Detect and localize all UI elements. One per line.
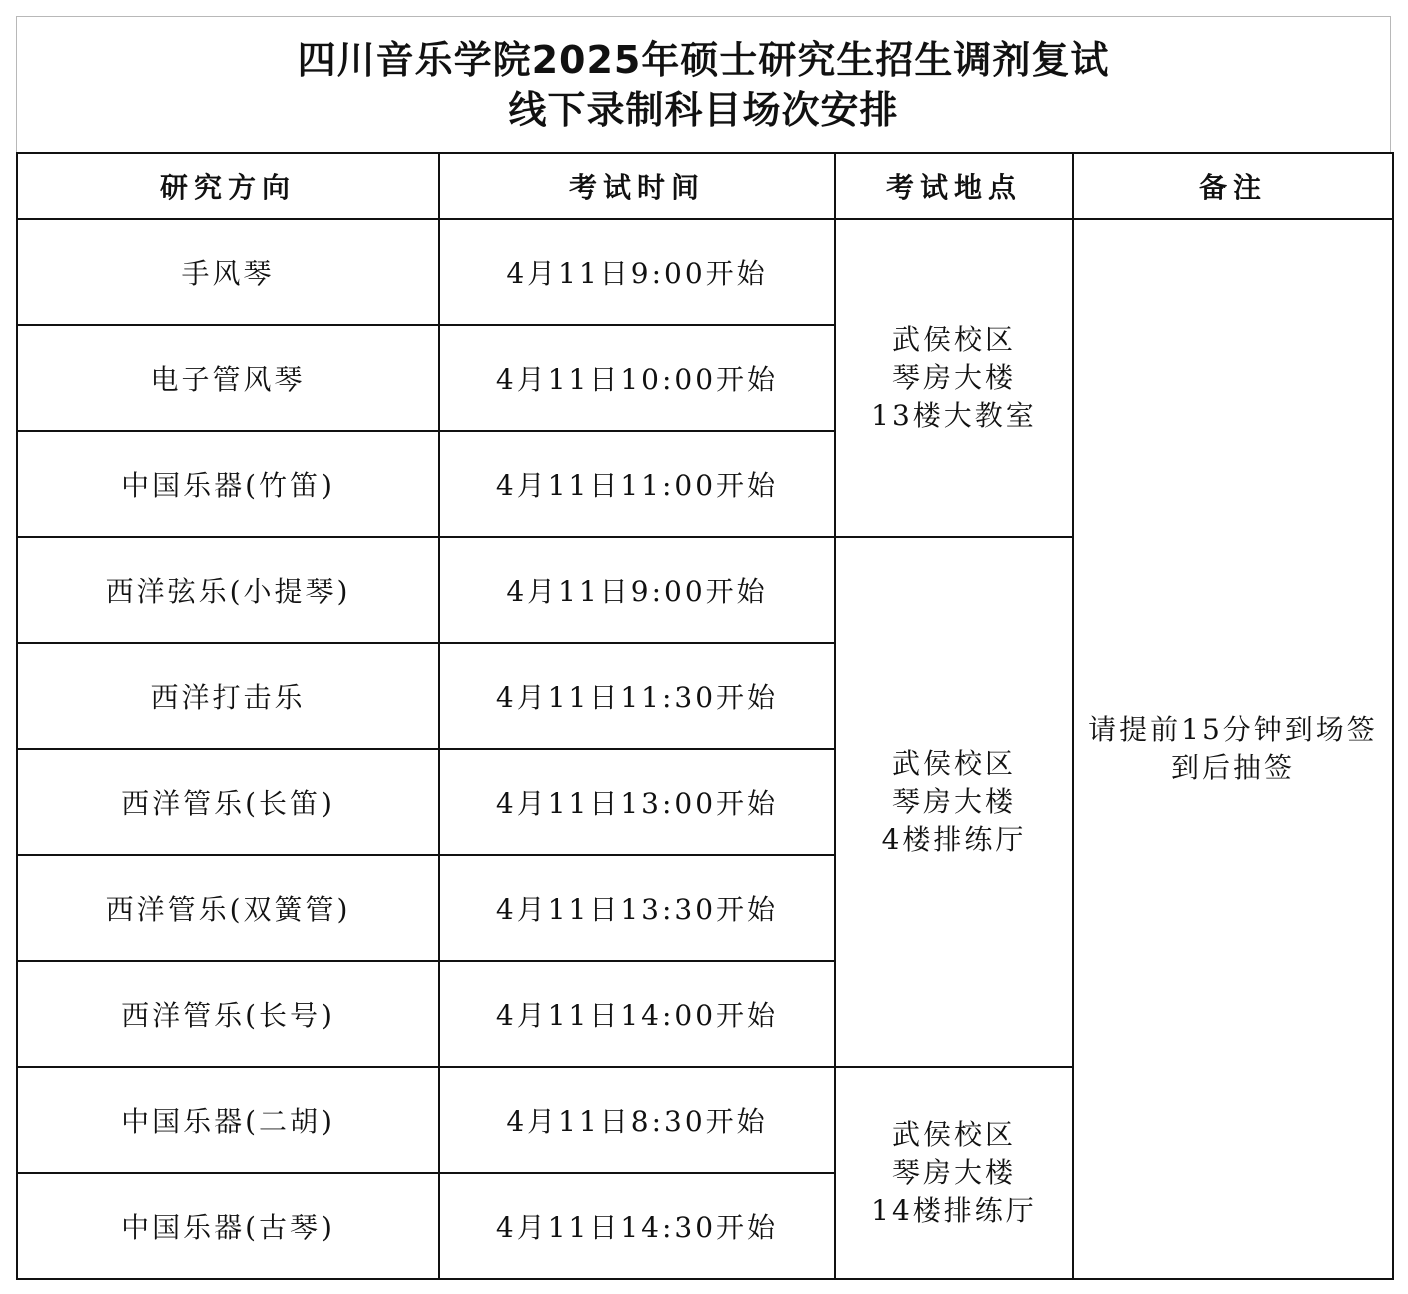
time-cell: 4月11日10:00开始 (439, 325, 835, 431)
schedule-table (16, 152, 1394, 1280)
location-line: 琴房大楼 (891, 361, 1016, 394)
header-row (17, 153, 1393, 219)
location-line: 4楼排练厅 (881, 823, 1027, 856)
page-title-line-1: 四川音乐学院2025年硕士研究生招生调剂复试 (297, 37, 1110, 82)
page-title-line-2: 线下录制科目场次安排 (508, 87, 899, 132)
header-time: 考试时间 (439, 153, 835, 219)
location-line: 武侯校区 (891, 1118, 1016, 1151)
location-line: 14楼排练厅 (871, 1194, 1037, 1227)
direction-cell: 西洋打击乐 (17, 643, 439, 749)
direction-cell: 西洋管乐(双簧管) (17, 855, 439, 961)
location-cell (835, 1067, 1073, 1279)
note-line: 请提前15分钟到场签 (1088, 713, 1378, 746)
direction-cell: 中国乐器(竹笛) (17, 431, 439, 537)
location-line: 琴房大楼 (891, 1156, 1016, 1189)
direction-cell: 西洋管乐(长号) (17, 961, 439, 1067)
header-location: 考试地点 (835, 153, 1073, 219)
direction-cell: 电子管风琴 (17, 325, 439, 431)
header-direction: 研究方向 (17, 153, 439, 219)
location-line: 琴房大楼 (891, 785, 1016, 818)
location-cell (835, 537, 1073, 1067)
location-line: 武侯校区 (891, 323, 1016, 356)
time-cell: 4月11日13:30开始 (439, 855, 835, 961)
note-line: 到后抽签 (1170, 751, 1295, 784)
direction-cell: 中国乐器(二胡) (17, 1067, 439, 1173)
time-cell: 4月11日11:30开始 (439, 643, 835, 749)
direction-cell: 西洋管乐(长笛) (17, 749, 439, 855)
location-line: 武侯校区 (891, 747, 1016, 780)
direction-cell: 西洋弦乐(小提琴) (17, 537, 439, 643)
time-cell: 4月11日9:00开始 (439, 219, 835, 325)
location-cell (835, 219, 1073, 537)
time-cell: 4月11日11:00开始 (439, 431, 835, 537)
direction-cell: 中国乐器(古琴) (17, 1173, 439, 1279)
table-row (17, 219, 1393, 325)
header-note: 备注 (1073, 153, 1393, 219)
location-line: 13楼大教室 (871, 399, 1037, 432)
time-cell: 4月11日9:00开始 (439, 537, 835, 643)
note-cell (1073, 219, 1393, 1279)
direction-cell: 手风琴 (17, 219, 439, 325)
title-box (16, 16, 1391, 152)
time-cell: 4月11日14:30开始 (439, 1173, 835, 1279)
time-cell: 4月11日8:30开始 (439, 1067, 835, 1173)
time-cell: 4月11日13:00开始 (439, 749, 835, 855)
time-cell: 4月11日14:00开始 (439, 961, 835, 1067)
